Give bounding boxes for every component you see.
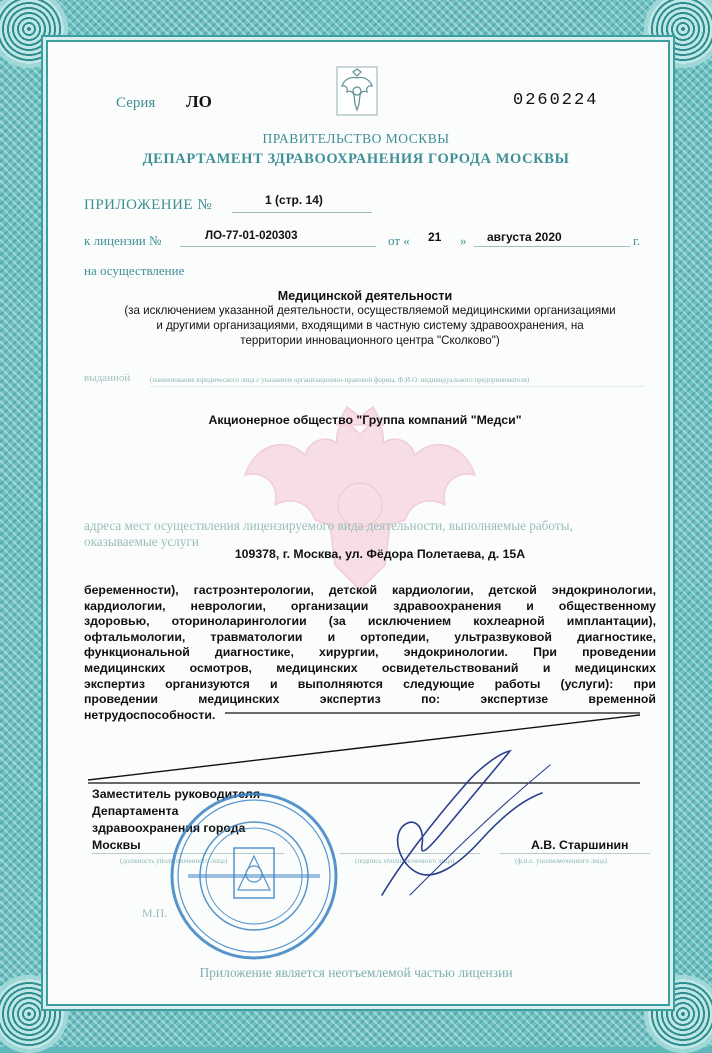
issued-hint: (наименование юридического лица с указанием организационно-правовой формы, Ф.И.О. индивидуального предпринимателя) — [150, 376, 530, 384]
issued-underline — [150, 386, 645, 387]
issued-label: выданной — [84, 372, 131, 384]
services-line-2: кардиологии, неврологии, организации здравоохранения и общественному — [84, 598, 656, 613]
government-title: ПРАВИТЕЛЬСТВО МОСКВЫ — [262, 131, 450, 146]
license-number: ЛО-77-01-020303 — [205, 230, 298, 242]
caption-signature: (подпись уполномоченного лица) — [355, 857, 455, 865]
handwritten-signature — [370, 745, 560, 905]
issued-company: Акционерное общество "Группа компаний "Медси" — [208, 413, 522, 427]
license-label: к лицензии № — [84, 233, 162, 248]
activity-title: Медицинской деятельности — [277, 289, 453, 303]
license-number-underline — [180, 246, 376, 247]
activity-line-2: и другими организациями, входящими в частную систему здравоохранения, на — [156, 319, 584, 332]
caption-position: (должность уполномоченного лица) — [120, 857, 228, 865]
license-date-underline — [474, 246, 630, 247]
signatory-name: А.В. Старшинин — [531, 838, 629, 852]
license-from-label: от « — [388, 233, 410, 248]
caption-name: (ф.и.о. уполномоченного лица) — [515, 857, 608, 865]
signatory-position-line-2: Департамента — [92, 804, 179, 818]
address-value: 109378, г. Москва, ул. Фёдора Полетаева, д. 15А — [234, 547, 526, 561]
stamp-place-label: М.П. — [142, 906, 168, 920]
services-line-4: офтальмологии, травматологии и ортопедии, ультразвуковой диагностике, — [84, 629, 656, 644]
address-label-line-1: адреса мест осуществления лицензируемого вида деятельности, выполняемые работы, — [84, 518, 573, 533]
activity-line-1: (за исключением указанной деятельности, осуществляемой медицинскими организациями — [124, 304, 616, 317]
strike-through-lines — [80, 705, 650, 790]
services-line-7: экспертиз организуются и выполняются следующие работы (услуги): при — [84, 676, 656, 691]
services-paragraph — [84, 583, 656, 723]
services-last-line: нетрудоспособности. — [84, 707, 216, 722]
services-line-1: беременности), гастроэнтерологии, детской кардиологии, детской эндокринологии, — [84, 583, 656, 597]
official-stamp — [168, 790, 340, 962]
services-line-8: проведении медицинских экспертиз по: экспертизе временной — [84, 692, 656, 707]
license-day-close: » — [460, 233, 467, 248]
series-label: Серия — [116, 95, 156, 111]
services-line-6: медицинских осмотров, медицинских освидетельствований и медицинских — [84, 660, 656, 675]
appendix-label: ПРИЛОЖЕНИЕ № — [84, 197, 213, 213]
signatory-position-line-1: Заместитель руководителя — [92, 787, 261, 801]
signatory-position-line-4: Москвы — [92, 838, 141, 852]
footer-note: Приложение является неотъемлемой частью лицензии — [199, 965, 513, 980]
license-year-suffix: г. — [633, 233, 641, 248]
appendix-underline — [232, 212, 372, 213]
activity-label: на осуществление — [84, 263, 185, 278]
form-number: 0260224 — [513, 91, 599, 110]
address-label-line-2: оказываемые услуги — [84, 534, 199, 549]
appendix-value: 1 (стр. 14) — [265, 193, 323, 207]
activity-line-3: территории инновационного центра "Сколково") — [240, 334, 500, 347]
signatory-position-line-3: здравоохранения города — [92, 821, 246, 835]
services-line-3: здоровью, оториноларингологии (за исключением кохлеарной имплантации), — [84, 614, 656, 629]
department-title: ДЕПАРТАМЕНТ ЗДРАВООХРАНЕНИЯ ГОРОДА МОСКВЫ — [142, 151, 570, 167]
license-day: 21 — [428, 230, 442, 244]
services-line-5: функциональной диагностике, хирургии, эндокринологии. При проведении — [84, 645, 656, 660]
license-month-year: августа 2020 — [487, 230, 562, 244]
emblem-icon — [336, 66, 378, 116]
series-value: ЛО — [186, 92, 212, 111]
